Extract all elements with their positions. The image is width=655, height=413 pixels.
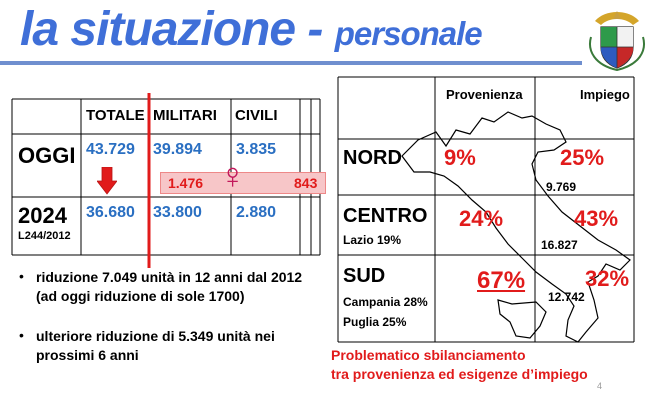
sud-provenienza: 67% xyxy=(477,267,526,294)
col-impiego-header: Impiego xyxy=(580,87,630,102)
note-line-1: Problematico sbilanciamento xyxy=(331,347,526,363)
row-2024-label: 2024 xyxy=(18,203,67,228)
col-militari-header: MILITARI xyxy=(153,107,217,124)
note-line-2: tra provenienza ed esigenze d’impiego xyxy=(331,366,588,382)
sud-sub-puglia: Puglia 25% xyxy=(343,315,407,329)
sud-impiego: 32% xyxy=(585,266,630,291)
col-civili-header: CIVILI xyxy=(235,107,278,124)
2024-totale: 36.680 xyxy=(86,204,135,221)
centro-impiego: 43% xyxy=(574,206,619,231)
bullet-1: riduzione 7.049 unità in 12 anni dal 2012 (ad oggi riduzione di sole 1700) xyxy=(36,269,303,304)
col-totale-header: TOTALE xyxy=(86,107,145,124)
nord-count: 9.769 xyxy=(546,180,577,194)
nord-provenienza: 9% xyxy=(444,145,476,170)
bullet-dot-1: • xyxy=(19,268,24,284)
row-oggi-label: OGGI xyxy=(18,143,76,168)
title-main: la situazione xyxy=(20,3,296,56)
imbalance-note xyxy=(331,346,588,384)
centro-provenienza: 24% xyxy=(459,206,504,231)
oggi-civili: 3.835 xyxy=(236,141,277,158)
sud-count: 12.742 xyxy=(548,290,585,304)
2024-militari: 33.800 xyxy=(153,204,202,221)
female-symbol-icon: ♀ xyxy=(219,155,246,196)
title-sub: personale xyxy=(334,15,482,52)
bullet-dot-2: • xyxy=(19,327,24,343)
nord-impiego: 25% xyxy=(560,145,605,170)
centro-sub: Lazio 19% xyxy=(343,233,402,247)
row-2024-sublabel: L244/2012 xyxy=(18,230,71,242)
female-militari: 1.476 xyxy=(168,175,204,191)
title-dash: - xyxy=(295,3,335,56)
bullet-2: ulteriore riduzione di 5.349 unità nei prossimi 6 anni xyxy=(36,328,275,363)
col-provenienza-header: Provenienza xyxy=(446,87,523,102)
oggi-militari: 39.894 xyxy=(153,141,202,158)
row-centro-label: CENTRO xyxy=(343,205,428,227)
oggi-totale: 43.729 xyxy=(86,141,135,158)
2024-civili: 2.880 xyxy=(236,204,277,221)
female-civili: 843 xyxy=(294,175,318,191)
sud-sub-campania: Campania 28% xyxy=(343,295,428,309)
page-number: 4 xyxy=(597,381,603,391)
centro-count: 16.827 xyxy=(541,238,578,252)
row-sud-label: SUD xyxy=(343,265,386,287)
row-nord-label: NORD xyxy=(343,147,402,169)
